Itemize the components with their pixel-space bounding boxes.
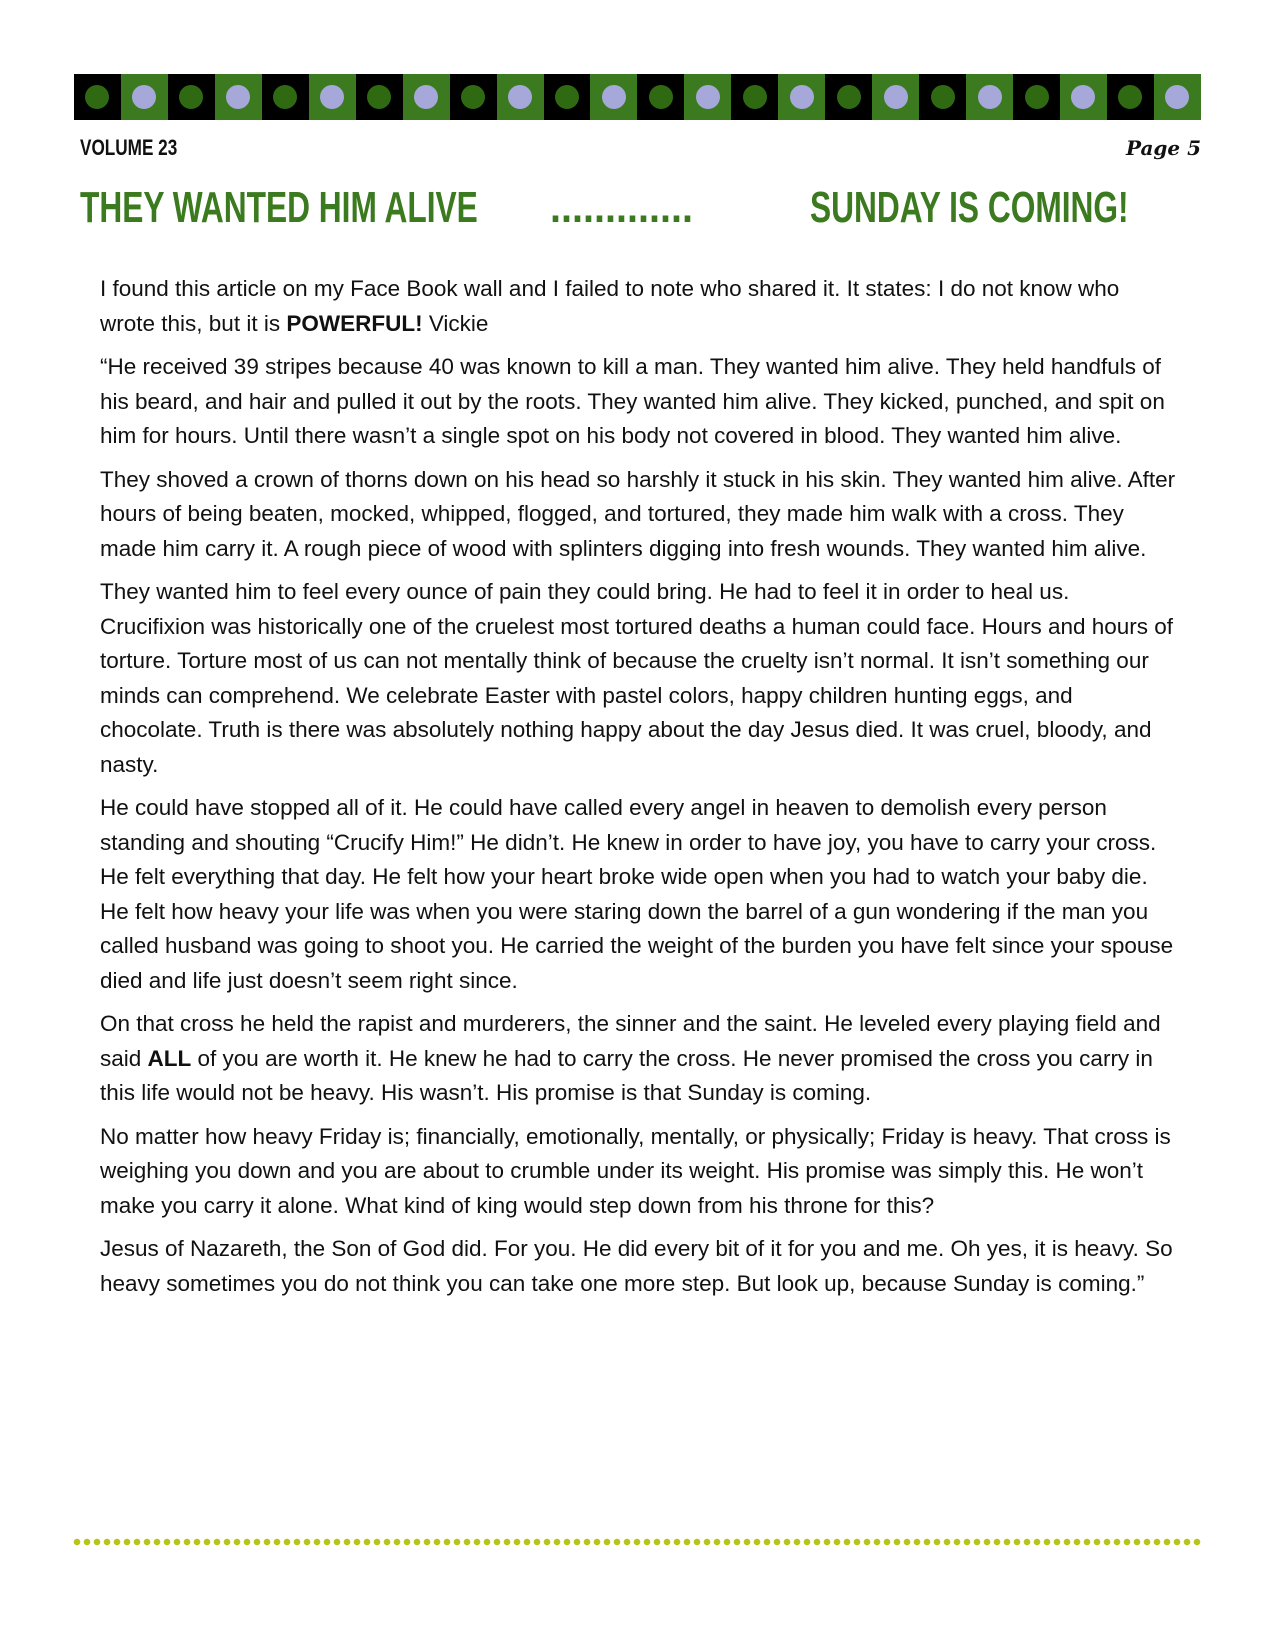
band-dot: [1071, 85, 1095, 109]
band-dot: [226, 85, 250, 109]
headline-right: SUNDAY IS COMING!: [810, 183, 1129, 232]
band-square: [403, 74, 450, 120]
p5-text-after: of you are worth it. He knew he had to carry the cross. He never promised the cross you carry in this life would not be heavy. His wasn’t. His promise is that Sunday is coming.: [100, 1045, 1153, 1105]
band-square: [825, 74, 872, 120]
band-dot: [884, 85, 908, 109]
band-square: [309, 74, 356, 120]
band-square: [1154, 74, 1201, 120]
band-dot: [1118, 85, 1142, 109]
article-paragraph-2: They shoved a crown of thorns down on his head so harshly it stuck in his skin. They wanted him alive. After hours of being beaten, mocked, whipped, flogged, and tortured, they made him walk with a cross. They made him carry it. A rough piece of wood with splinters digging into fresh wounds. They wanted him alive.: [100, 466, 1176, 561]
band-dot: [508, 85, 532, 109]
band-square: [497, 74, 544, 120]
band-square: [778, 74, 825, 120]
band-square: [684, 74, 731, 120]
band-dot: [790, 85, 814, 109]
band-dot: [179, 85, 203, 109]
band-dot: [414, 85, 438, 109]
band-square: [74, 74, 121, 120]
band-square: [872, 74, 919, 120]
band-square: [731, 74, 778, 120]
band-dot: [132, 85, 156, 109]
intro-emphasis: POWERFUL!: [286, 310, 423, 336]
article-paragraph-6: No matter how heavy Friday is; financially, emotionally, mentally, or physically; Friday is heavy. That cross is weighing you down and you are about to crumble under its weight. His promise was simply this. He won’t make you carry it alone. What kind of king would step down from his throne for this?: [100, 1123, 1171, 1218]
article-paragraph-7: Jesus of Nazareth, the Son of God did. For you. He did every bit of it for you and me. Oh yes, it is heavy. So heavy sometimes you do not think you can take one more step. But look up, because Sunday is coming.”: [100, 1236, 1173, 1296]
band-dot: [1165, 85, 1189, 109]
band-square: [450, 74, 497, 120]
band-dot: [1025, 85, 1049, 109]
band-dot: [367, 85, 391, 109]
band-square: [356, 74, 403, 120]
band-dot: [602, 85, 626, 109]
article-paragraph-3: They wanted him to feel every ounce of pain they could bring. He had to feel it in order to heal us. Crucifixion was historically one of the cruelest most tortured deaths a human could face. Hours and hours of torture. Torture most of us can not mentally think of because the cruelty isn’t normal. It isn’t something our minds can comprehend. We celebrate Easter with pastel colors, happy children hunting eggs, and chocolate. Truth is there was absolutely nothing happy about the day Jesus died. It was cruel, bloody, and nasty.: [100, 579, 1174, 777]
band-dot: [320, 85, 344, 109]
band-dot: [461, 85, 485, 109]
decorative-dot-band: [74, 74, 1201, 120]
headline-left: THEY WANTED HIM ALIVE: [80, 183, 478, 232]
band-square: [1107, 74, 1154, 120]
page-number: Page 5: [1125, 136, 1201, 160]
intro-paragraph: [100, 272, 1180, 341]
band-dot: [85, 85, 109, 109]
article-paragraph-1: “He received 39 stripes because 40 was known to kill a man. They wanted him alive. They held handfuls of his beard, and hair and pulled it out by the roots. They wanted him alive. They kicked, punched, and spit on him for hours. Until there wasn’t a single spot on his body not covered in blood. They wanted him alive.: [100, 354, 1165, 448]
article-headline: [80, 183, 1210, 239]
band-square: [919, 74, 966, 120]
band-dot: [837, 85, 861, 109]
band-dot: [649, 85, 673, 109]
p5-emphasis: ALL: [147, 1045, 192, 1071]
headline-ellipsis: .............: [550, 183, 694, 232]
band-square: [262, 74, 309, 120]
band-square: [637, 74, 684, 120]
band-square: [590, 74, 637, 120]
band-dot: [931, 85, 955, 109]
band-square: [1060, 74, 1107, 120]
p5-text-before: On that cross he held the rapist and murderers, the sinner and the saint. He leveled every playing field and said: [100, 1011, 1161, 1071]
band-dot: [555, 85, 579, 109]
intro-text: I found this article on my Face Book wall and I failed to note who shared it. It states: I do not know who wrote this, but it is: [100, 276, 1120, 336]
volume-label: VOLUME 23: [80, 135, 178, 160]
dotted-divider: [72, 1537, 1202, 1547]
band-square: [1013, 74, 1060, 120]
band-dot: [978, 85, 1002, 109]
band-square: [121, 74, 168, 120]
intro-signature: Vickie: [422, 310, 489, 336]
band-dot: [273, 85, 297, 109]
band-square: [168, 74, 215, 120]
band-square: [215, 74, 262, 120]
band-square: [966, 74, 1013, 120]
band-dot: [743, 85, 767, 109]
article-paragraph-5: [100, 1007, 1180, 1111]
band-dot: [696, 85, 720, 109]
band-square: [544, 74, 591, 120]
article-body: [100, 272, 1180, 1310]
article-paragraph-4: He could have stopped all of it. He could have called every angel in heaven to demolish every person standing and shouting “Crucify Him!” He didn’t. He knew in order to have joy, you have to carry your cross. He felt everything that day. He felt how your heart broke wide open when you had to watch your baby die. He felt how heavy your life was when you were staring down the barrel of a gun wondering if the man you called husband was going to shoot you. He carried the weight of the burden you have felt since your spouse died and life just doesn’t seem right since.: [100, 795, 1174, 993]
